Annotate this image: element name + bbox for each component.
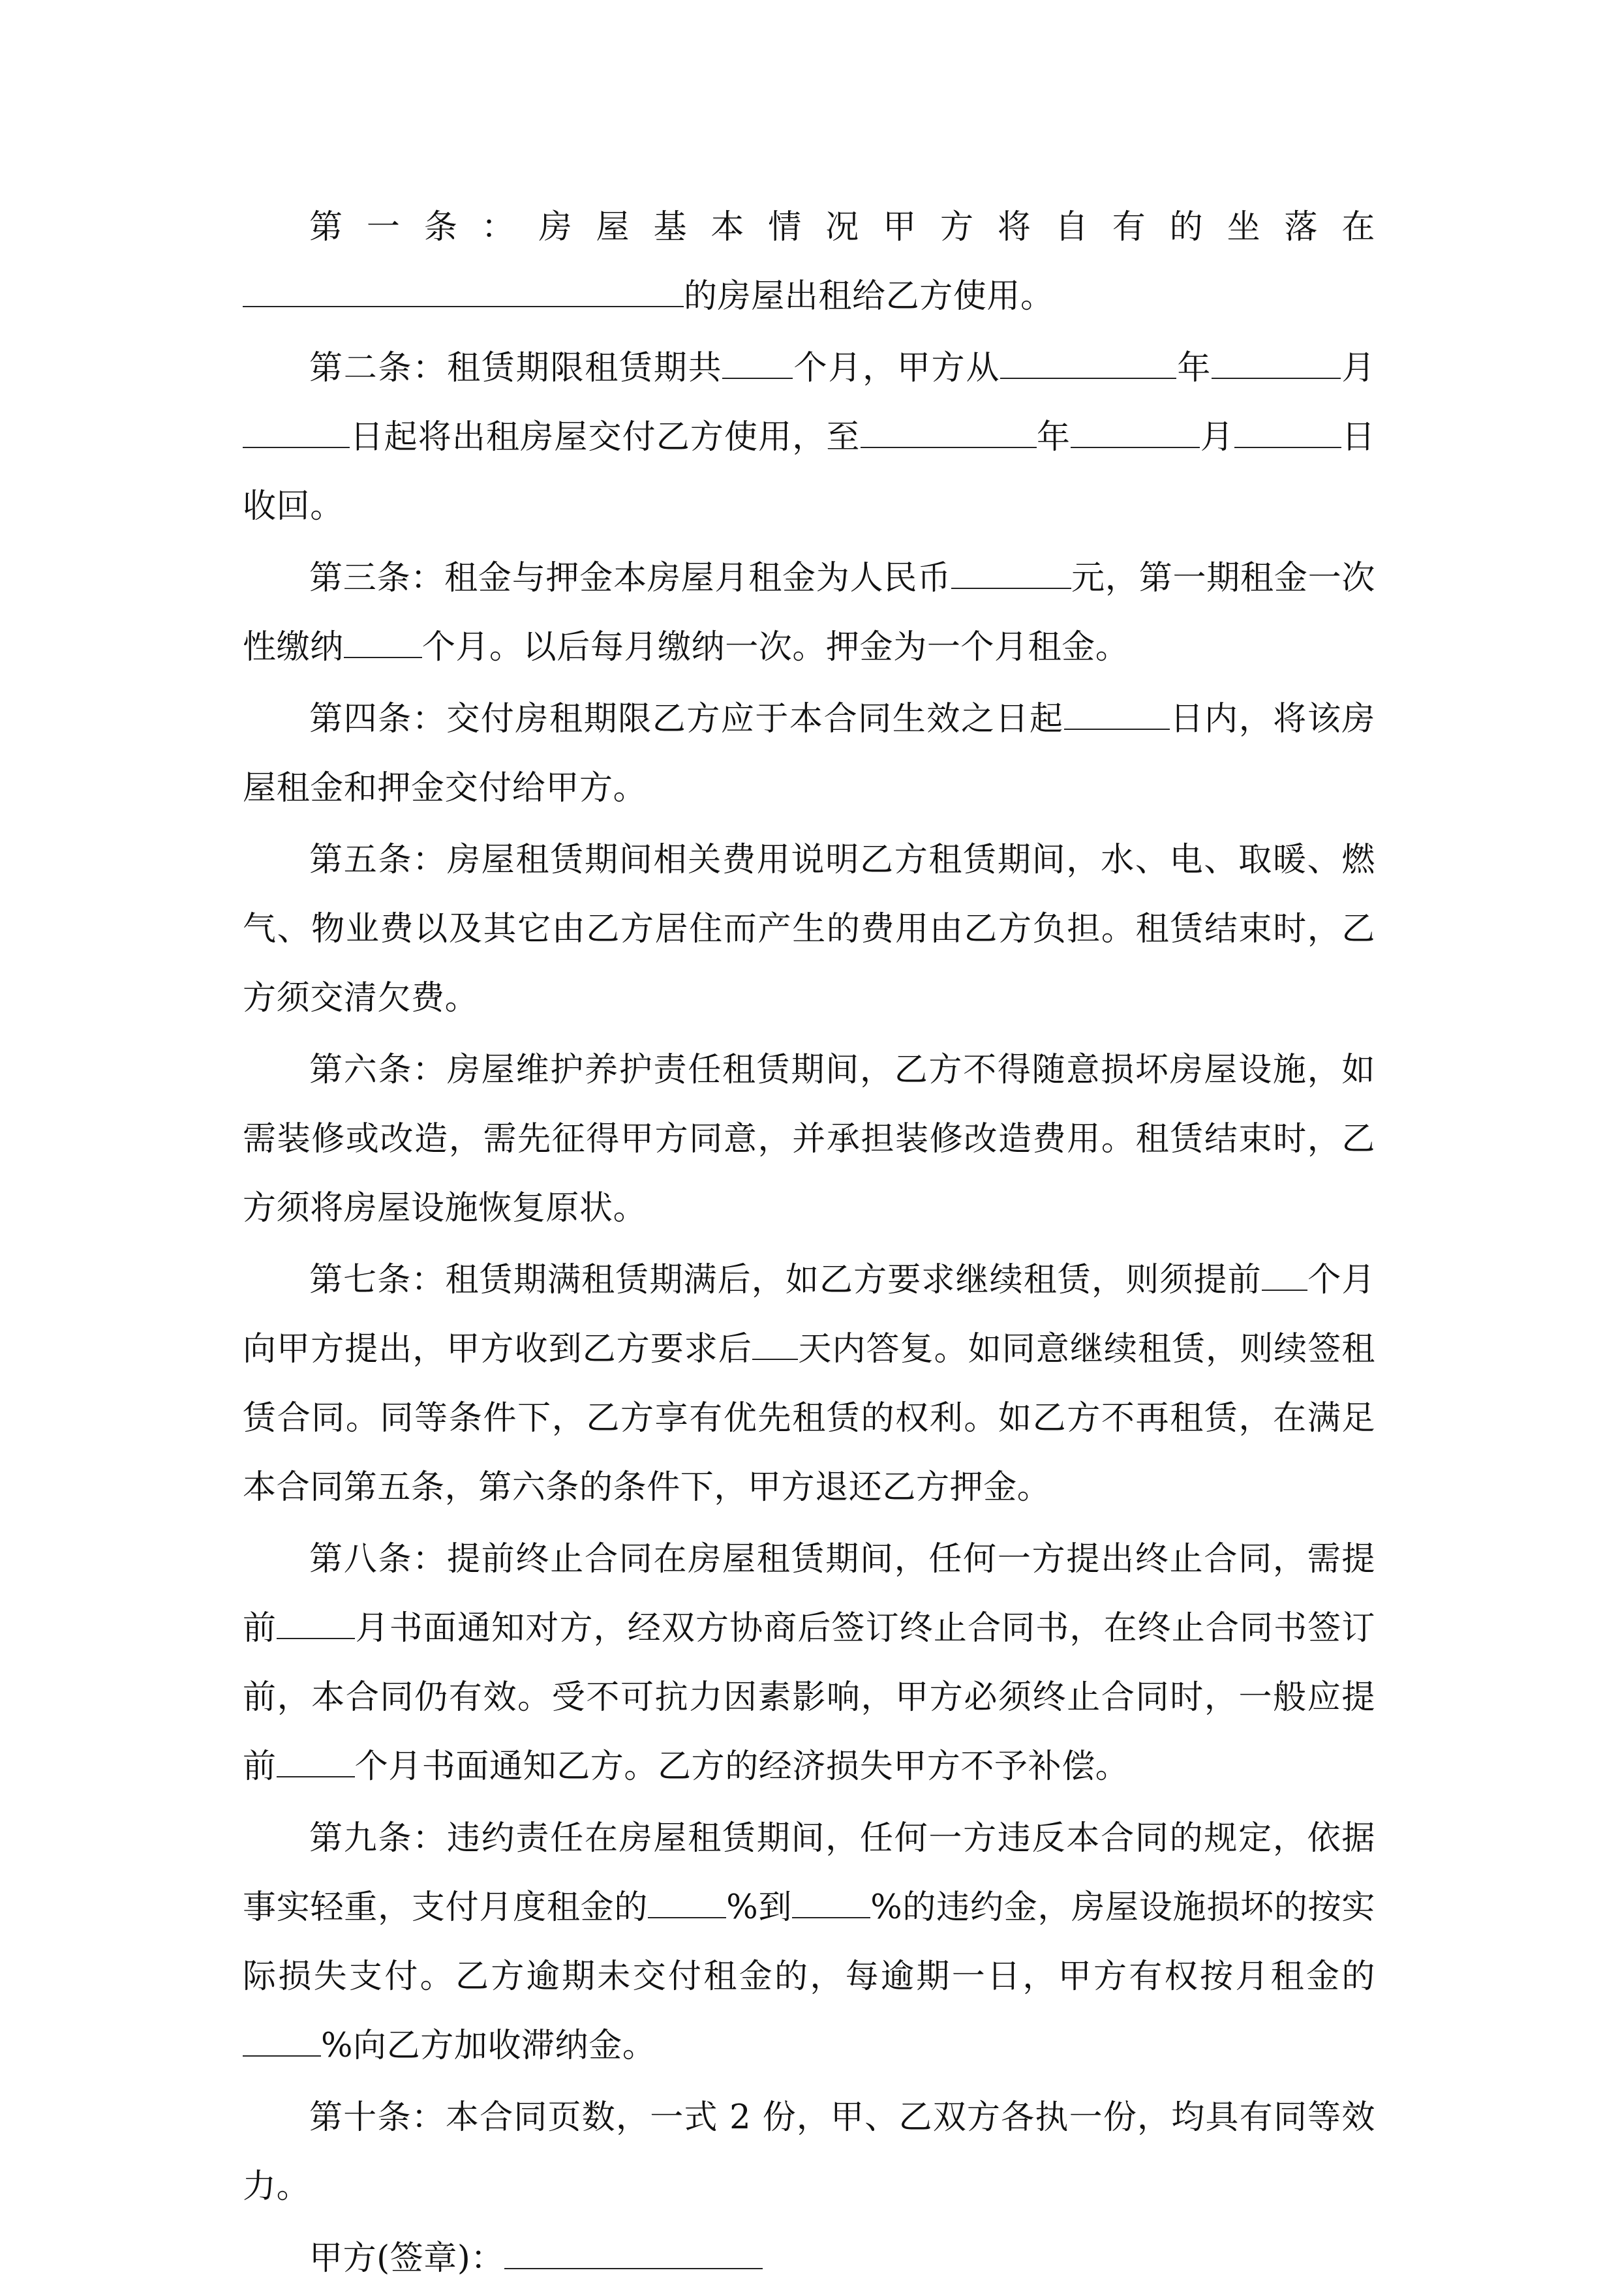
start-day-blank bbox=[243, 415, 350, 448]
clause-3: 第三条：租金与押金本房屋月租金为人民币 元，第一期租金一次性缴纳 个月。以后每月缴纳一次。押金为一个月租金。 bbox=[243, 544, 1375, 682]
penalty-max-percent-blank bbox=[792, 1886, 870, 1918]
termination-notice-months-blank bbox=[277, 1607, 355, 1639]
rent-amount-blank bbox=[951, 556, 1071, 589]
force-majeure-notice-months-blank bbox=[277, 1745, 355, 1777]
clause-2: 第二条：租赁期限租赁期共 个月，甲方从 年 月日起将出租房屋交付乙方使用，至 年 月 日收回。 bbox=[243, 334, 1375, 541]
clause-5: 第五条：房屋租赁期间相关费用说明乙方租赁期间，水、电、取暖、燃气、物业费以及其它由乙方居住而产生的费用由乙方负担。租赁结束时，乙方须交清欠费。 bbox=[243, 841, 1375, 1018]
location-blank bbox=[243, 275, 684, 307]
term-months-blank bbox=[722, 346, 793, 379]
end-month-blank bbox=[1071, 415, 1200, 448]
clause-7: 第七条：租赁期满租赁期满后，如乙方要求继续租赁，则须提前 个月向甲方提出，甲方收到乙方要求后 天内答复。如同意继续租赁，则续签租赁合同。同等条件下，乙方享有优先租赁的权利。如乙方不再租赁，在满足本合同第五条，第六条的条件下，甲方退还乙方押金。 bbox=[243, 1246, 1375, 1522]
party-a-signature-blank bbox=[504, 2237, 763, 2269]
party-a-signature-line: 甲方(签章)： bbox=[243, 2224, 1375, 2293]
end-year-blank bbox=[861, 415, 1037, 448]
payment-days-blank bbox=[1064, 697, 1170, 730]
end-day-blank bbox=[1234, 415, 1341, 448]
start-month-blank bbox=[1212, 346, 1341, 379]
clause-9: 第九条：违约责任在房屋租赁期间，任何一方违反本合同的规定，依据事实轻重，支付月度租金的 %到 %的违约金，房屋设施损坏的按实际损失支付。乙方逾期未交付租金的，每逾期一日，甲方有权按月租金的%向乙方加收滞纳金。 bbox=[243, 1819, 1375, 2065]
reply-days-blank bbox=[752, 1327, 798, 1360]
start-year-blank bbox=[1000, 346, 1176, 379]
renewal-notice-months-blank bbox=[1262, 1258, 1307, 1291]
late-fee-percent-blank bbox=[243, 2024, 321, 2057]
penalty-min-percent-blank bbox=[648, 1886, 726, 1918]
contract-body bbox=[243, 193, 1375, 2296]
clause-4: 第四条：交付房租期限乙方应于本合同生效之日起 日内，将该房屋租金和押金交付给甲方。 bbox=[243, 685, 1375, 823]
first-payment-months-blank bbox=[344, 626, 422, 658]
clause-8: 第八条：提前终止合同在房屋租赁期间，任何一方提出终止合同，需提前 月书面通知对方，经双方协商后签订终止合同书，在终止合同书签订前，本合同仍有效。受不可抗力因素影响，甲方必须终止合同时，一般应提前 个月书面通知乙方。乙方的经济损失甲方不予补偿。 bbox=[243, 1540, 1375, 1786]
clause-10: 第十条：本合同页数，一式 2 份，甲、乙双方各执一份，均具有同等效力。 bbox=[243, 2098, 1375, 2206]
clause-1: 第一条：房屋基本情况甲方将自有的坐落在的房屋出租给乙方使用。 bbox=[243, 193, 1375, 331]
clause-6: 第六条：房屋维护养护责任租赁期间，乙方不得随意损坏房屋设施，如需装修或改造，需先征得甲方同意，并承担装修改造费用。租赁结束时，乙方须将房屋设施恢复原状。 bbox=[243, 1051, 1375, 1228]
